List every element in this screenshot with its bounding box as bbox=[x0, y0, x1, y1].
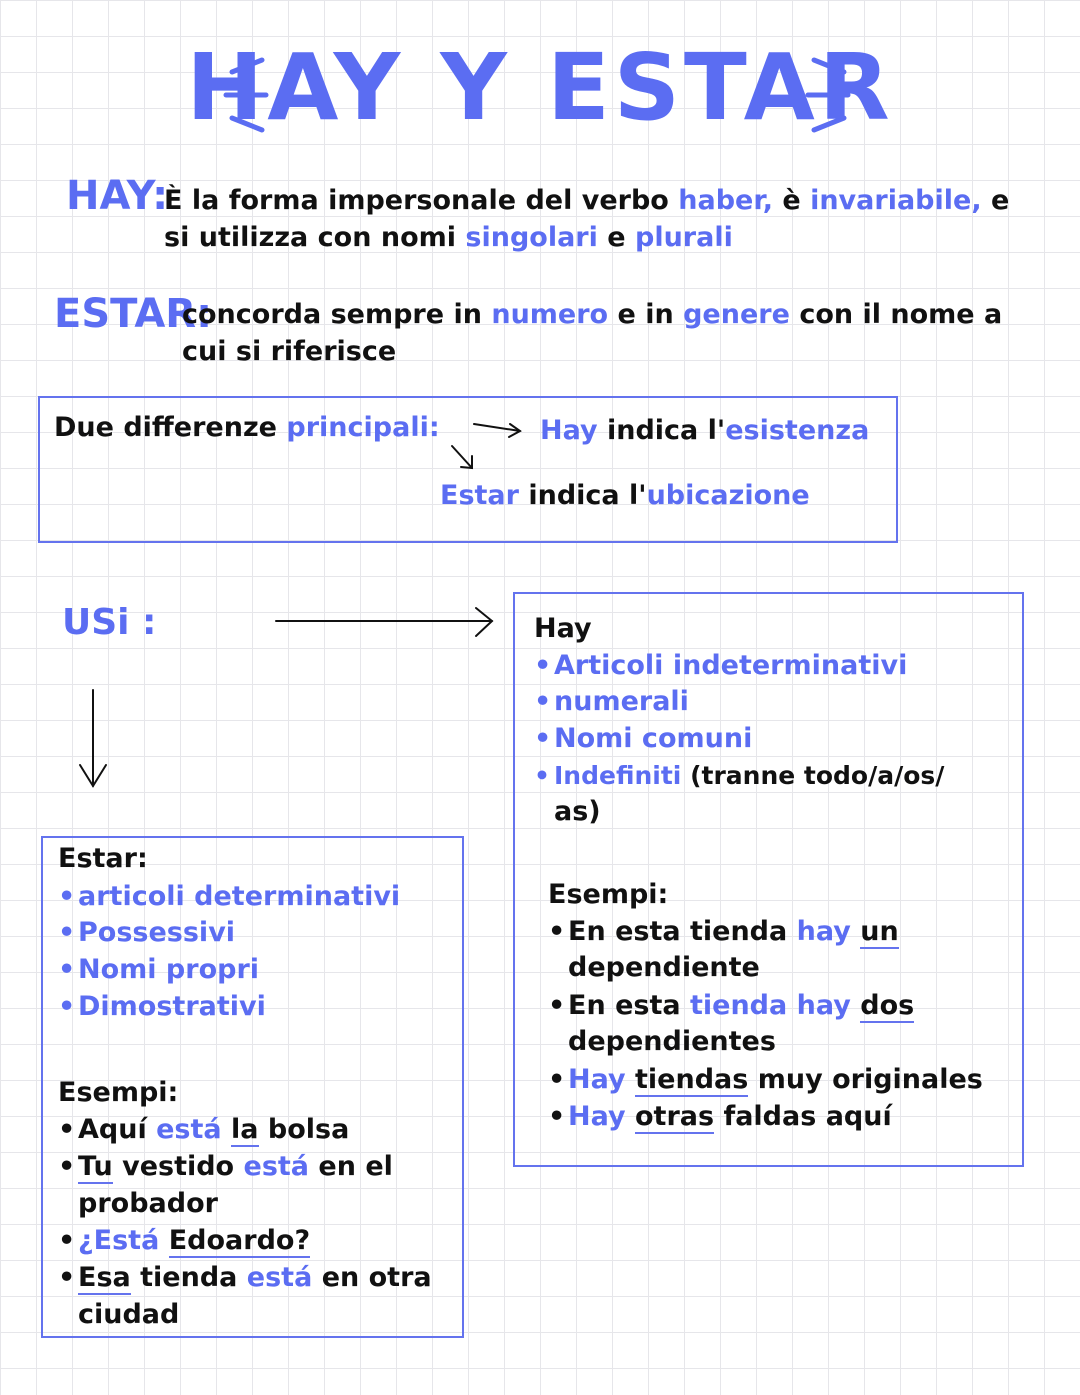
estar-item-1: • articoli determinativi bbox=[58, 881, 401, 912]
hay-item-1: • Articoli indeterminativi bbox=[534, 650, 908, 681]
estar-example-2-cont: probador bbox=[78, 1188, 218, 1219]
usi-arrow-down bbox=[80, 690, 106, 786]
estar-example-1: • Aquí está la bolsa bbox=[58, 1114, 350, 1145]
hay-item-4-cont: as) bbox=[554, 796, 601, 827]
hay-definition-line-1: È la forma impersonale del verbo haber, è invariabile, e bbox=[164, 185, 1010, 216]
hay-item-4: • Indefiniti (tranne todo/a/os/ bbox=[534, 761, 945, 790]
usi-arrow-right bbox=[276, 608, 492, 636]
hay-example-1-cont: dependiente bbox=[568, 952, 760, 983]
estar-item-3: • Nomi propri bbox=[58, 954, 260, 985]
estar-box-heading: Estar: bbox=[58, 843, 148, 874]
difference-estar: Estar indica l'ubicazione bbox=[440, 480, 810, 511]
hay-example-2-cont: dependientes bbox=[568, 1026, 776, 1057]
usi-label: USi : bbox=[62, 602, 157, 643]
estar-example-2: • Tu vestido está en el bbox=[58, 1151, 393, 1182]
differences-label: Due differenze principali: bbox=[54, 412, 440, 443]
hay-examples-label: Esempi: bbox=[548, 879, 669, 910]
hay-label: HAY: bbox=[66, 173, 169, 219]
hay-definition bbox=[164, 182, 1009, 256]
estar-definition-line-2: cui si riferisce bbox=[182, 336, 397, 367]
estar-example-3: • ¿Está Edoardo? bbox=[58, 1225, 311, 1256]
estar-example-4: • Esa tienda está en otra bbox=[58, 1262, 432, 1293]
hay-definition-line-2: si utilizza con nomi singolari e plurali bbox=[164, 222, 733, 253]
estar-definition bbox=[182, 296, 1002, 370]
hay-example-3: • Hay tiendas muy originales bbox=[548, 1064, 983, 1095]
estar-definition-line-1: concorda sempre in numero e in genere con il nome a bbox=[182, 299, 1003, 330]
estar-examples-label: Esempi: bbox=[58, 1077, 179, 1108]
hay-example-2: • En esta tienda hay dos bbox=[548, 990, 915, 1021]
estar-item-2: • Possessivi bbox=[58, 917, 236, 948]
hay-box-heading: Hay bbox=[534, 613, 592, 644]
hay-item-2: • numerali bbox=[534, 686, 689, 717]
estar-label: ESTAR: bbox=[54, 291, 213, 337]
difference-hay: Hay indica l'esistenza bbox=[540, 415, 870, 446]
hay-item-3: • Nomi comuni bbox=[534, 723, 753, 754]
hay-example-4: • Hay otras faldas aquí bbox=[548, 1101, 892, 1132]
estar-example-4-cont: ciudad bbox=[78, 1299, 180, 1330]
hay-example-1: • En esta tienda hay un bbox=[548, 916, 899, 947]
estar-item-4: • Dimostrativi bbox=[58, 991, 266, 1022]
page-title: HAY Y ESTAR bbox=[186, 34, 894, 141]
